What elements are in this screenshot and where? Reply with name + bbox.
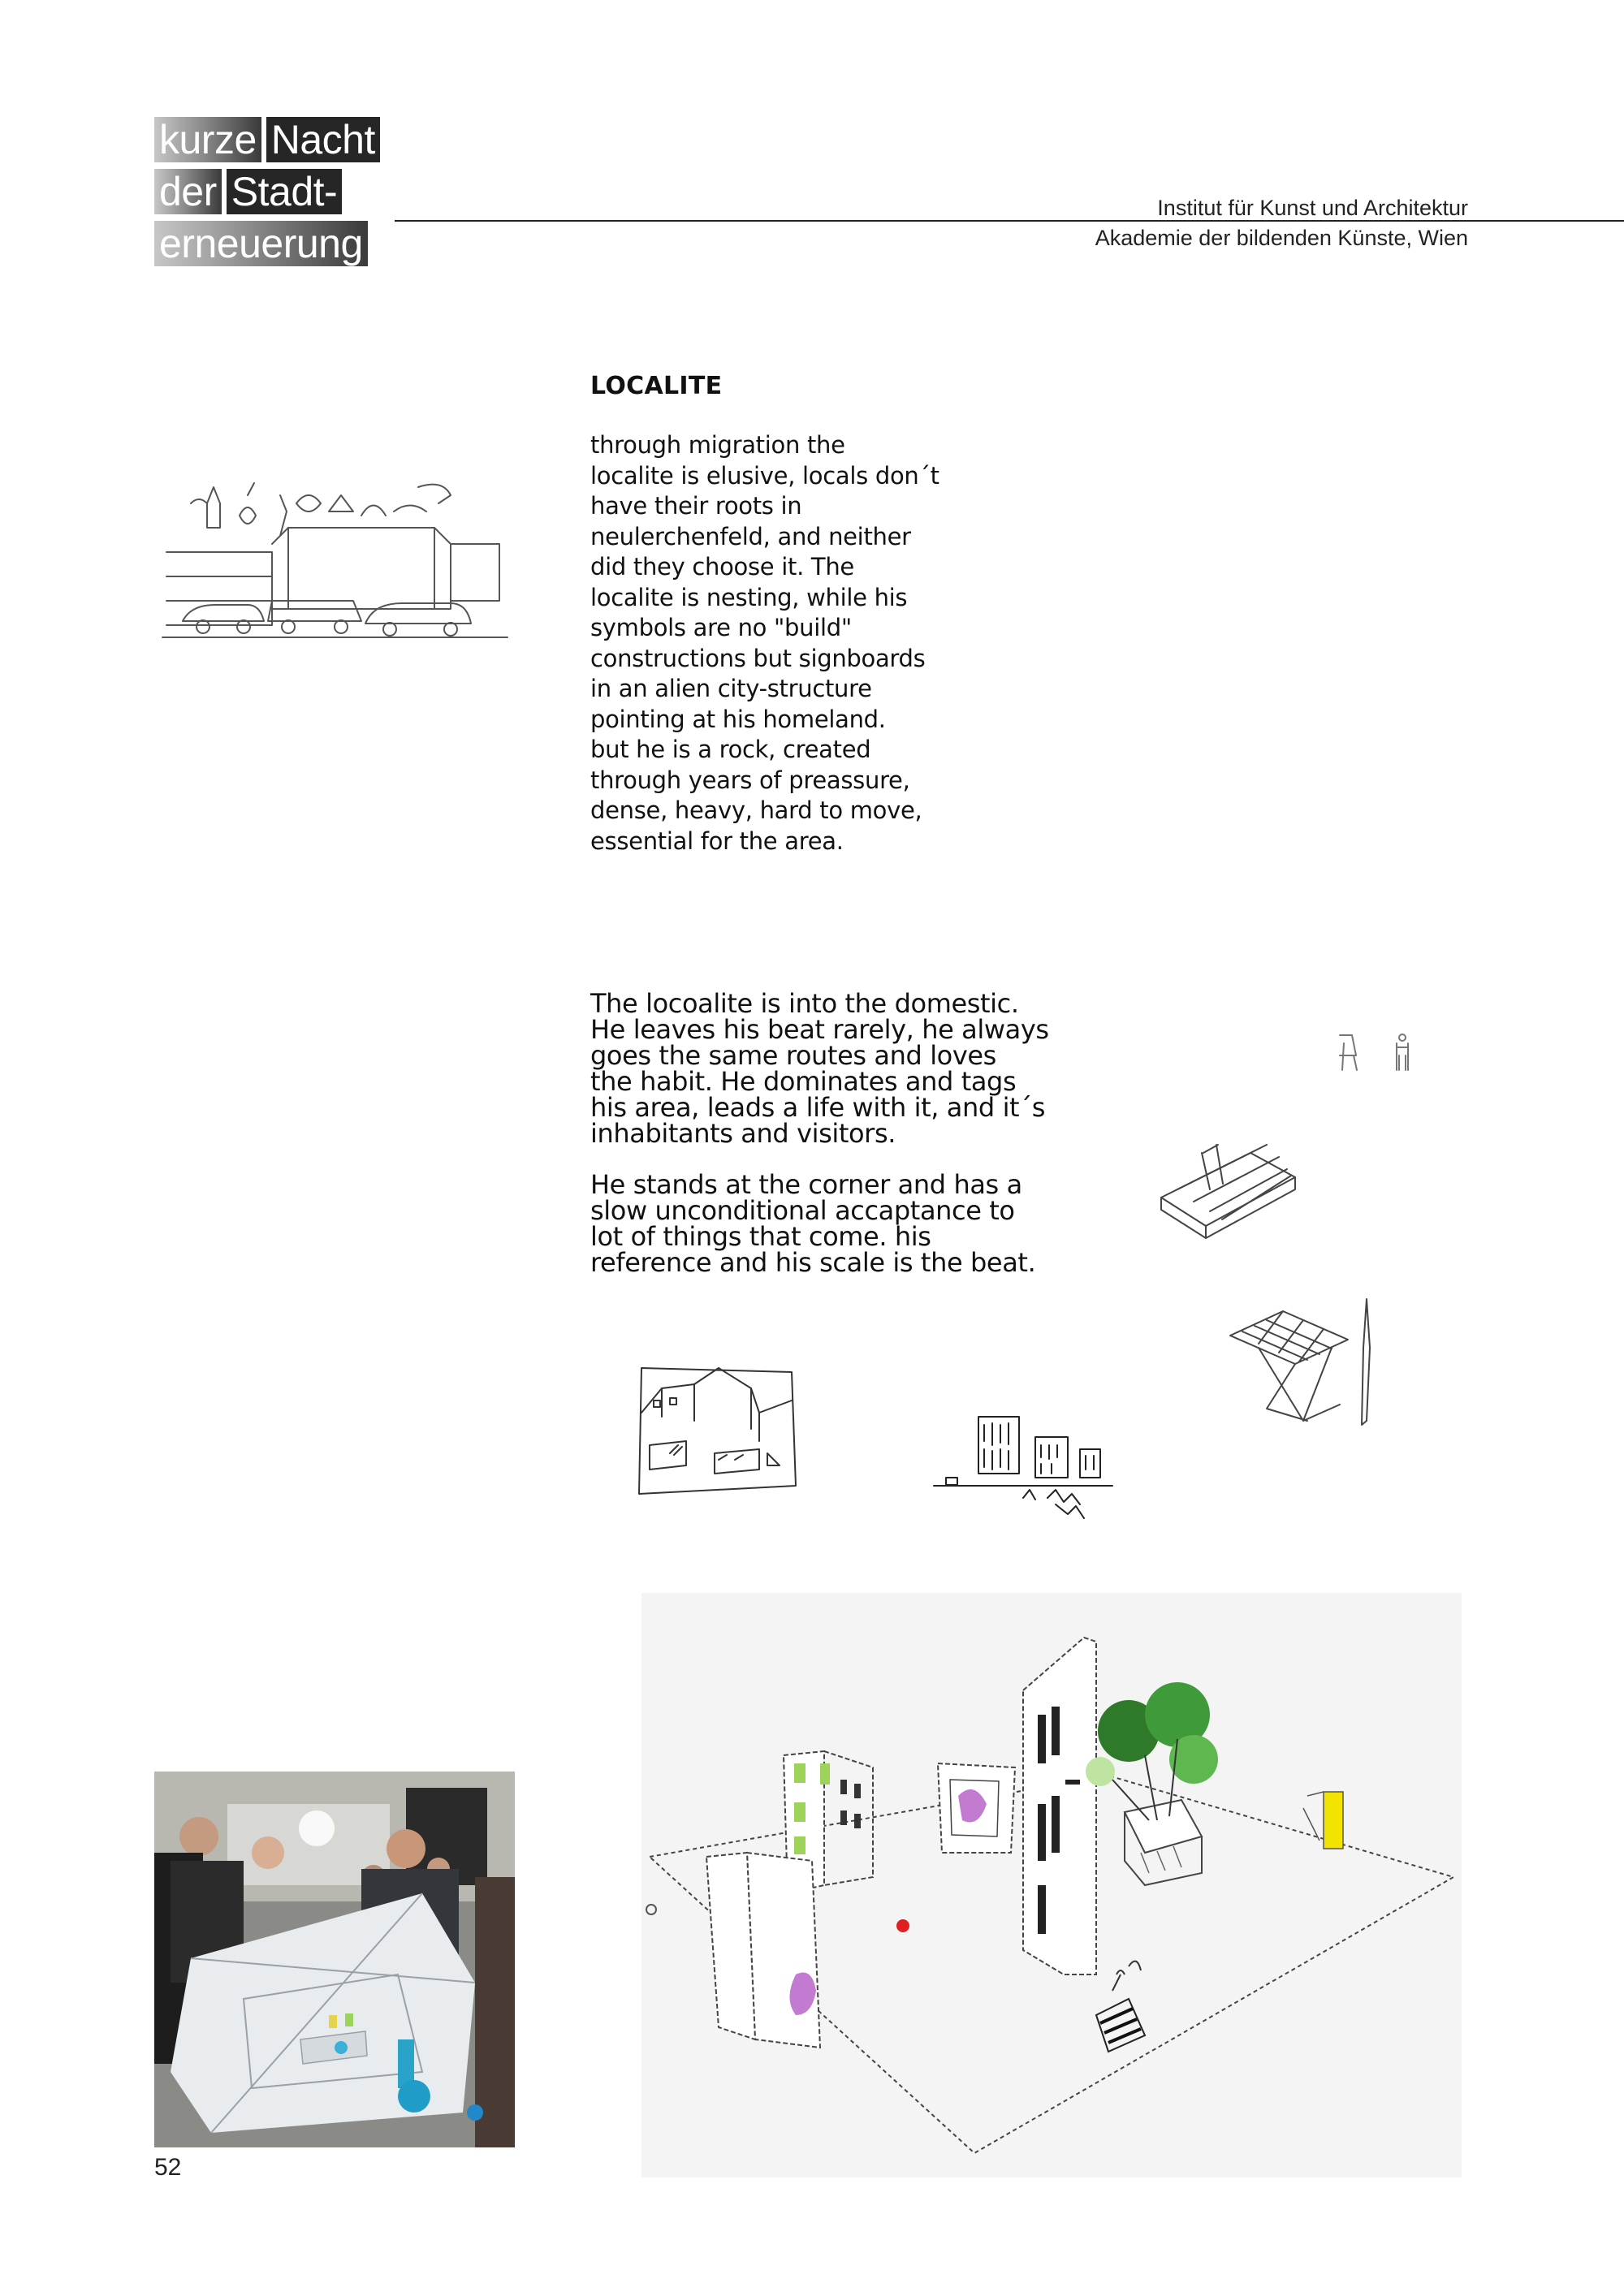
paragraph-2 [590,988,1110,1149]
paragraph-1-line: through years of preassure, [590,766,910,794]
paragraph-2-line: inhabitants and visitors. [590,1118,896,1149]
paragraph-1-line: have their roots in [590,492,802,520]
paragraph-1-line: through migration the [590,431,845,459]
paragraph-3 [590,1169,1110,1278]
logo-row-3 [154,221,368,266]
logo-word-kurze: kurze [154,117,261,162]
logo-word-erneuerung: erneuerung [154,221,368,266]
paragraph-1-line: neulerchenfeld, and neither [590,522,911,550]
paragraph-1-line: constructions but signboards [590,644,926,672]
page-number: 52 [154,2154,182,2181]
academy-name: Akademie der bildenden Künste, Wien [1095,226,1468,250]
paragraph-3-line: lot of things that come. his [590,1221,931,1252]
paragraph-1-line: but he is a rock, created [590,736,871,763]
paragraph-1-line: essential for the area. [590,826,844,855]
paragraph-1-line: did they choose it. The [590,553,854,580]
institute-name: Institut für Kunst und Architektur [1157,196,1468,220]
logo-row-1 [154,117,380,162]
paragraph-3-line: He stands at the corner and has a [590,1169,1022,1200]
paragraph-1-line: localite is elusive, locals don´t [590,461,939,490]
street-sketch [158,479,540,658]
figures-sketch [1336,1031,1417,1080]
paragraph-2-line: The locoalite is into the domestic. [590,988,1019,1019]
paragraph-3-line: slow unconditional accaptance to [590,1195,1015,1226]
paragraph-2-line: goes the same routes and loves [590,1040,996,1071]
institute-block [1095,193,1468,253]
paragraph-2-line: the habit. He dominates and tags [590,1066,1017,1097]
courtyard-sketch [637,1364,800,1498]
logo-row-2 [154,169,342,214]
paragraph-3-line: reference and his scale is the beat. [590,1247,1036,1278]
article-title: LOCALITE [590,372,723,400]
plan-drawing [641,1593,1462,2177]
paragraph-1-line: pointing at his homeland. [590,705,886,733]
paragraph-1-line: in an alien city-structure [590,675,872,702]
logo-word-der: der [154,169,222,214]
paragraph-1-line: localite is nesting, while his [590,583,908,611]
paragraph-1 [590,430,1045,857]
event-photo [154,1772,515,2147]
paragraph-1-line: symbols are no "build" [590,614,852,641]
paragraph-1-line: dense, heavy, hard to move, [590,796,922,824]
paragraph-2-line: He leaves his beat rarely, he always [590,1014,1049,1045]
rack-sketch [1226,1299,1389,1437]
logo-word-nacht: Nacht [266,117,380,162]
logo-word-stadt: Stadt- [227,169,342,214]
paragraph-2-line: his area, leads a life with it, and it´s [590,1092,1046,1123]
bench-sketch [1153,1120,1299,1242]
facades-sketch [934,1409,1137,1530]
